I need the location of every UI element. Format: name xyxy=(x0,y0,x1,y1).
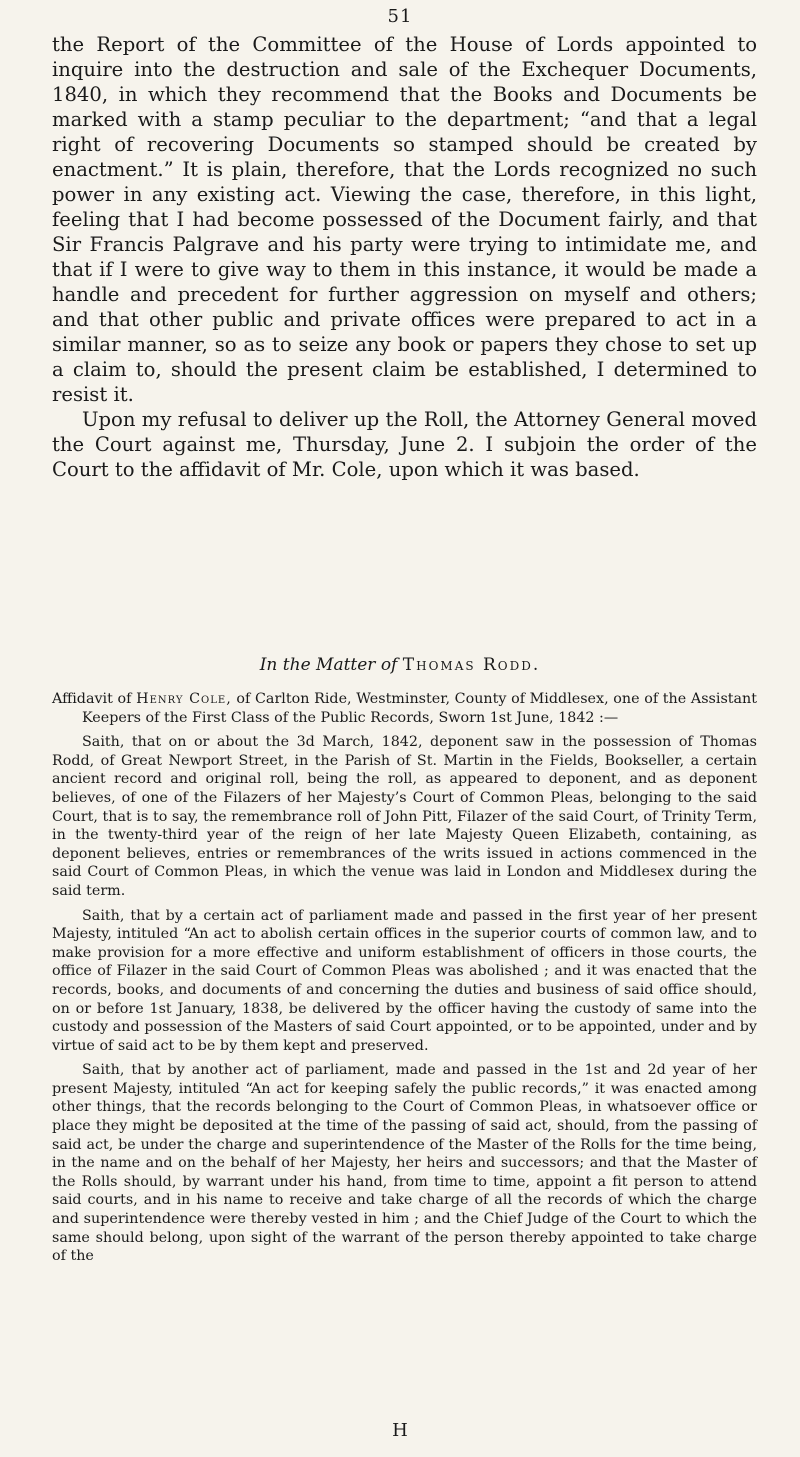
affidavit-paragraph: Saith, that by another act of parliament, made and passed in the 1st and 2d year of her present Majesty, intituled “An act for keeping safely the public records,” it was enacted among other things, that the records belonging to the Court of Common Pleas, in whatsoever office or place they might be deposited at the time of the passing of said act, should, from the passing of said act, be under the charge and superintendence of the Master of the Rolls for the time being, in the name and on the behalf of her Majesty, her heirs and successors; and that the Master of the Rolls should, by warrant under his hand, from time to time, appoint a fit person to attend said courts, and in his name to receive and take charge of all the records of which the charge and superintendence were thereby vested in him ; and the Chief Judge of the Court to which the same should belong, upon sight of the warrant of the person thereby appointed to take charge of the xyxy=(52,1062,757,1265)
affidavit-intro xyxy=(52,690,757,727)
affidavit-intro-lead: Affidavit of xyxy=(52,691,132,707)
affidavit-paragraph: Saith, that by a certain act of parliament made and passed in the first year of her present Majesty, intituled “An act to abolish certain offices in the superior courts of common law, and to make provision for a more effective and uniform establishment of officers in those courts, the office of Filazer in the said Court of Common Pleas was abolished ; and it was enacted that the records, books, and documents of and concerning the duties and business of said office should, on or before 1st January, 1838, be delivered by the officer having the custody of same into the custody and possession of the Masters of said Court appointed, or to be appointed, under and by virtue of said act to be by them kept and preserved. xyxy=(52,907,757,1054)
matter-heading-prefix: In the Matter of xyxy=(259,655,398,675)
affidavit-intro-rest: of Carlton Ride, Westminster, County of Middlesex, one of the Assistant Keepers of the First Class of the Public Records, Sworn 1st June, 1842 :— xyxy=(82,691,758,726)
matter-heading xyxy=(0,655,800,675)
main-paragraph: the Report of the Committee of the House of Lords appointed to inquire into the destruction and sale of the Exchequer Documents, 1840, in which they recommend that the Books and Documents be marked with a stamp peculiar to the department; “and that a legal right of recovering Documents so stamped should be created by enactment.” It is plain, therefore, that the Lords recognized no such power in any existing act. Viewing the case, therefore, in this light, feeling that I had become possessed of the Document fairly, and that Sir Francis Palgrave and his party were trying to intimidate me, and that if I were to give way to them in this instance, it would be made a handle and precedent for further aggression on myself and others; and that other public and private offices were prepared to act in a similar manner, so as to seize any book or papers they chose to set up a claim to, should the present claim be established, I determined to resist it. xyxy=(52,33,757,406)
matter-heading-name: Thomas Rodd. xyxy=(402,655,541,675)
signature-mark: H xyxy=(392,1420,408,1441)
main-body-text xyxy=(52,32,757,482)
affidavit-intro-name: Henry Cole, xyxy=(136,691,232,707)
affidavit-text xyxy=(52,690,757,1272)
page-number: 51 xyxy=(387,6,413,27)
affidavit-paragraph: Saith, that on or about the 3d March, 1842, deponent saw in the possession of Thomas Rodd, of Great Newport Street, in the Parish of St. Martin in the Fields, Bookseller, a certain ancient record and original roll, being the roll, as appeared to deponent, and as deponent believes, of one of the Filazers of her Majesty’s Court of Common Pleas, belonging to the said Court, that is to say, the remembrance roll of John Pitt, Filazer of the said Court, of Trinity Term, in the twenty-third year of the reign of her late Majesty Queen Elizabeth, containing, as deponent believes, entries or remembrances of the writs issued in actions commenced in the said Court of Common Pleas, in which the venue was laid in London and Middlesex during the said term. xyxy=(52,734,757,899)
main-paragraph: Upon my refusal to deliver up the Roll, the Attorney General moved the Court against me, Thursday, June 2. I subjoin the order of the Court to the affidavit of Mr. Cole, upon which it was based. xyxy=(52,408,757,481)
